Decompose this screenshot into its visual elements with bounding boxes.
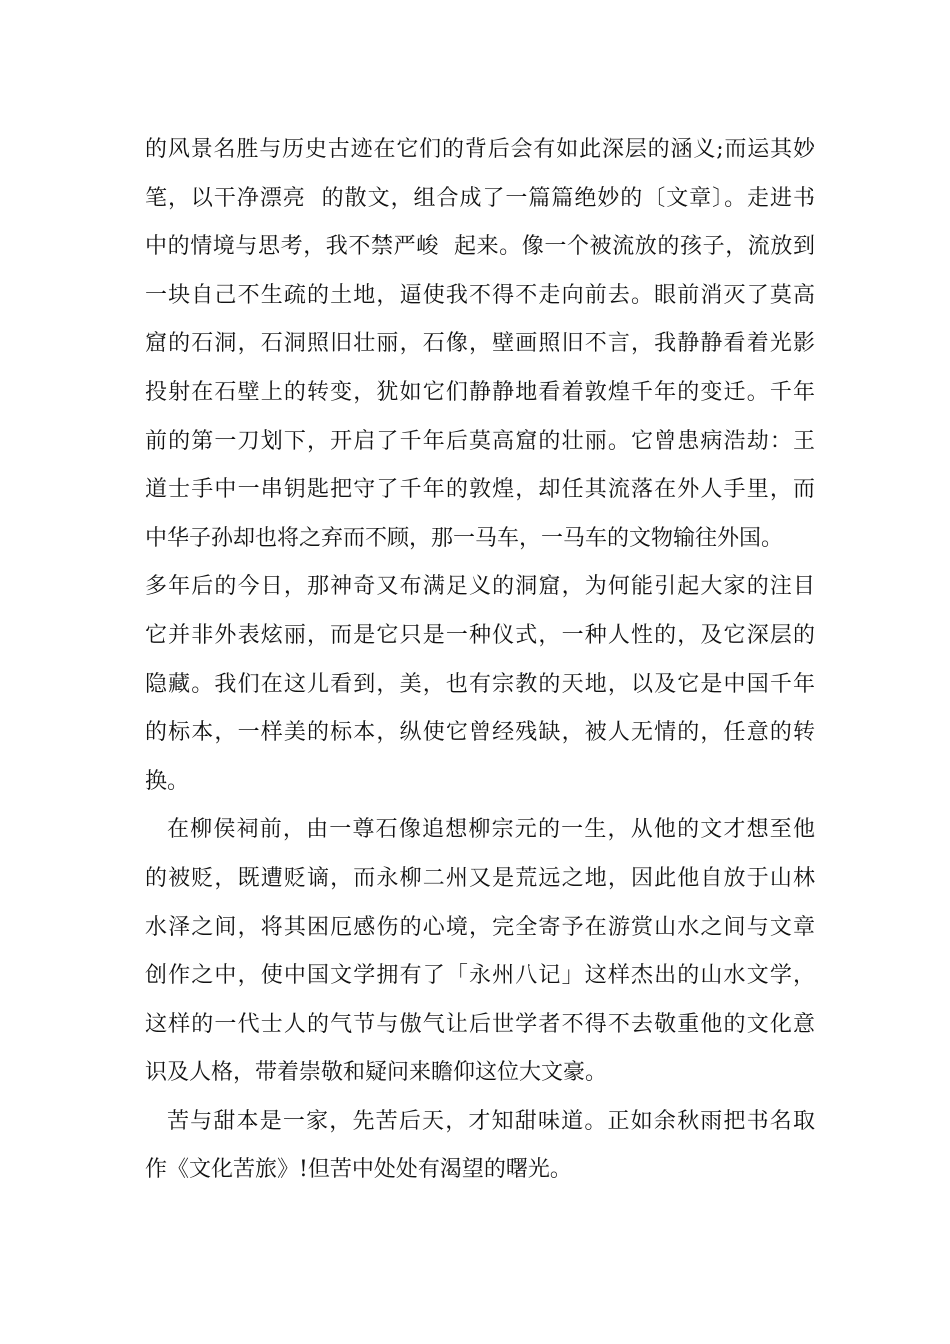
text-line: 前的第一刀划下，开启了千年后莫高窟的壮丽。它曾患病浩劫：王 <box>145 428 815 454</box>
text-line: 中的情境与思考，我不禁严峻 起来。像一个被流放的孩子，流放到 <box>145 234 815 260</box>
text-line: 水泽之间，将其困厄感伤的心境，完全寄予在游赏山水之间与文章 <box>145 914 815 940</box>
text-line: 这样的一代士人的气节与傲气让后世学者不得不去敬重他的文化意 <box>145 1011 815 1037</box>
text-line: 投射在石壁上的转变，犹如它们静静地看着敦煌千年的变迁。千年 <box>145 379 815 405</box>
text-line: 多年后的今日，那神奇又布满足义的洞窟，为何能引起大家的注目 <box>145 574 815 600</box>
text-line: 创作之中，使中国文学拥有了「永州八记」这样杰出的山水文学， <box>145 963 815 989</box>
text-line: 隐藏。我们在这儿看到，美，也有宗教的天地，以及它是中国千年 <box>145 671 815 697</box>
paragraph-dunhuang <box>145 126 815 806</box>
text-line: 换。 <box>145 768 190 794</box>
text-line: 一块自己不生疏的土地，逼使我不得不走向前去。眼前消灭了莫高 <box>145 282 815 308</box>
text-line: 的被贬，既遭贬谪，而永柳二州又是荒远之地，因此他自放于山林 <box>145 865 815 891</box>
text-line: 它并非外表炫丽，而是它只是一种仪式，一种人性的，及它深层的 <box>145 622 815 648</box>
paragraph-liuhou <box>145 806 815 1098</box>
text-line: 的标本，一样美的标本，纵使它曾经残缺，被人无情的，任意的转 <box>145 720 815 746</box>
text-line: 的风景名胜与历史古迹在它们的背后会有如此深层的涵义;而运其妙 <box>145 137 815 162</box>
text-line: 作《文化苦旅》!但苦中处处有渴望的曙光。 <box>145 1157 572 1183</box>
text-line: 苦与甜本是一家，先苦后天，才知甜味道。正如余秋雨把书名取 <box>167 1108 815 1134</box>
text-line: 在柳侯祠前，由一尊石像追想柳宗元的一生，从他的文才想至他 <box>167 817 815 843</box>
text-line: 中华子孙却也将之弃而不顾，那一马车，一马车的文物输往外国。 <box>145 525 784 551</box>
paragraph-kuyutian <box>145 1098 815 1195</box>
text-line: 识及人格，带着崇敬和疑问来瞻仰这位大文豪。 <box>145 1060 608 1086</box>
text-line: 窟的石洞，石洞照旧壮丽，石像，壁画照旧不言，我静静看着光影 <box>145 331 815 357</box>
body-text <box>145 126 815 1195</box>
text-line: 笔，以干净漂亮 的散文，组合成了一篇篇绝妙的〔文章〕。走进书 <box>145 185 815 211</box>
text-line: 道士手中一串钥匙把守了千年的敦煌，却任其流落在外人手里，而 <box>145 477 815 503</box>
